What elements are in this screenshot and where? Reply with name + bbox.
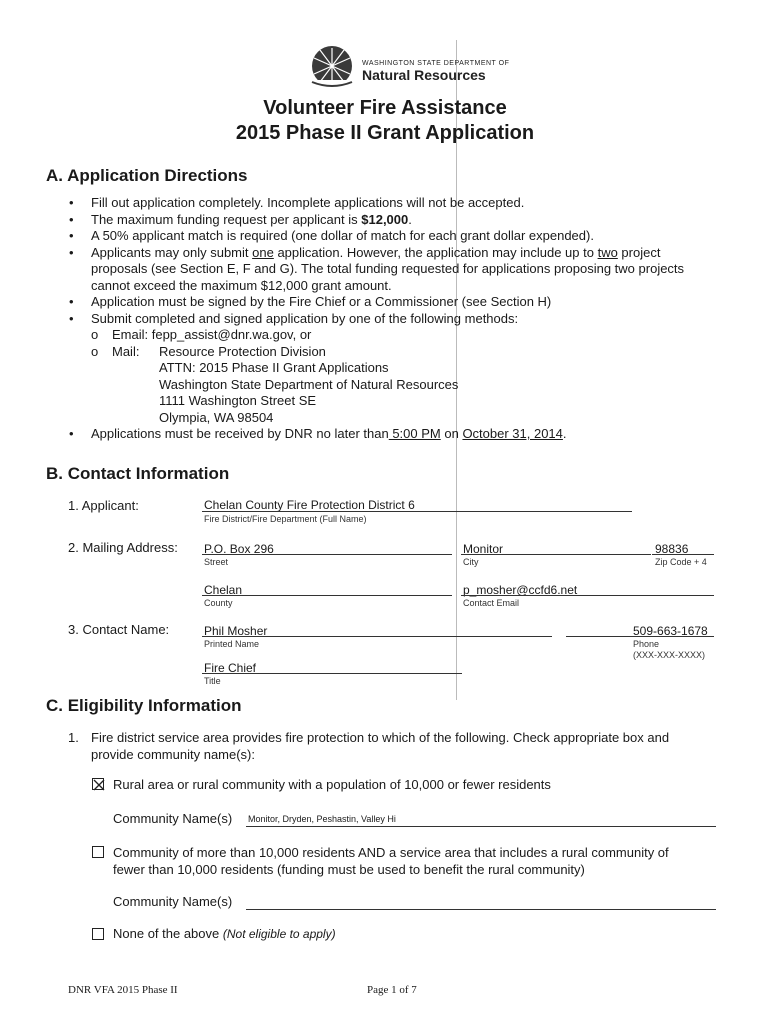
- city-caption: City: [463, 557, 479, 567]
- mail-line: ATTN: 2015 Phase II Grant Applications: [159, 360, 389, 375]
- community-underline-1: [246, 826, 716, 827]
- question-line: Fire district service area provides fire protection to which of the following. Check appropriate box and: [91, 730, 670, 745]
- direction-text: The maximum funding request per applicant is: [91, 211, 362, 227]
- option-line: fewer than 10,000 residents (funding must be used to benefit the rural community): [113, 861, 585, 877]
- question-text: [91, 730, 751, 763]
- city-value[interactable]: Monitor: [463, 542, 504, 556]
- direction-text: Application must be signed by the Fire Chief or a Commissioner (see Section H): [91, 294, 552, 309]
- community-label-1: Community Name(s): [113, 811, 233, 826]
- contact-name-value[interactable]: Phil Mosher: [204, 624, 268, 638]
- agency-name: Natural Resources: [362, 67, 486, 83]
- mail-line: 1111 Washington Street SE: [159, 393, 317, 408]
- county-underline: [202, 595, 452, 596]
- direction-item: • Applicants may only submit one application. However, the application may include up to two project proposals (see Section E, F and G). The total funding requested for applications proposing two projects cannot exceed the maximum $12,000 grant amount.: [69, 244, 685, 293]
- directions-list: [69, 195, 741, 443]
- phone-underline: [566, 636, 714, 637]
- direction-text: application. However, the application may include up to: [273, 244, 598, 260]
- direction-text: Submit completed and signed application by one of the following methods:: [91, 310, 519, 326]
- direction-item: • The maximum funding request per applicant is $12,000.: [69, 211, 412, 227]
- direction-text: .: [562, 426, 567, 441]
- county-value[interactable]: Chelan: [204, 583, 243, 597]
- direction-text: proposals (see Section E, F and G). The total funding requested for applications proposing two projects: [91, 261, 685, 276]
- rural-checkbox[interactable]: [92, 778, 104, 790]
- applicant-caption: Fire District/Fire Department (Full Name): [204, 514, 367, 524]
- applicant-underline: [202, 511, 632, 512]
- street-value[interactable]: P.O. Box 296: [204, 542, 274, 556]
- section-a-heading: A. Application Directions: [46, 166, 248, 185]
- footer-doc-id: DNR VFA 2015 Phase II: [68, 984, 178, 996]
- contact-label: 3. Contact Name:: [68, 622, 170, 637]
- title-underline: [202, 673, 462, 674]
- mail-address: [159, 344, 458, 427]
- mixed-community-option: [113, 845, 753, 878]
- title-caption: Title: [204, 676, 221, 686]
- dnr-tree-icon: [306, 44, 360, 92]
- direction-item: • A 50% applicant match is required (one dollar of match for each grant dollar expended).: [69, 228, 594, 243]
- deadline-time: 5:00 PM: [388, 426, 441, 441]
- section-c-heading: C. Eligibility Information: [46, 696, 242, 715]
- none-option: [113, 926, 336, 943]
- deadline-date: October 31, 2014: [462, 426, 563, 441]
- email-caption: Contact Email: [463, 598, 520, 608]
- phone-value[interactable]: 509-663-1678: [633, 624, 708, 638]
- rural-option-label: Rural area or rural community with a population of 10,000 or fewer residents: [113, 777, 551, 792]
- phone-caption: Phone: [633, 639, 660, 649]
- mail-label: Mail:: [112, 343, 140, 359]
- email-underline: [461, 595, 714, 596]
- submit-mail: o Mail: Resource Protection Division ATTN: 2015 Phase II Grant Applications Washington State Department of Natural Resources 1111 Washington Street SE Olympia, WA 98504: [91, 343, 459, 425]
- street-caption: Street: [204, 557, 229, 567]
- direction-text: project: [617, 244, 661, 260]
- phone-format: (XXX-XXX-XXXX): [633, 650, 706, 660]
- direction-item: • Submit completed and signed application by one of the following methods:: [69, 310, 519, 326]
- mixed-community-checkbox[interactable]: [92, 846, 104, 858]
- direction-text: Applications must be received by DNR no later than: [91, 426, 389, 441]
- direction-text: .: [408, 211, 412, 227]
- direction-emphasis: one: [252, 244, 274, 260]
- none-checkbox[interactable]: [92, 928, 104, 940]
- section-b-heading: B. Contact Information: [46, 464, 230, 483]
- submit-email-text: Email: fepp_assist@dnr.wa.gov, or: [112, 327, 312, 342]
- direction-emphasis: two: [597, 244, 618, 260]
- page-title-line1: Volunteer Fire Assistance: [263, 97, 507, 119]
- community-names-1[interactable]: Monitor, Dryden, Peshastin, Valley Hi: [248, 814, 396, 824]
- city-underline: [461, 554, 651, 555]
- none-option-label: None of the above: [113, 926, 220, 941]
- applicant-value[interactable]: Chelan County Fire Protection District 6: [204, 498, 415, 512]
- agency-small-text: WASHINGTON STATE DEPARTMENT OF: [362, 60, 510, 67]
- option-line: Community of more than 10,000 residents AND a service area that includes a rural community of: [113, 845, 669, 860]
- checked-x-icon: [93, 779, 105, 791]
- direction-text: on: [440, 426, 463, 441]
- mailing-label: 2. Mailing Address:: [68, 540, 178, 555]
- title-value[interactable]: Fire Chief: [204, 661, 257, 675]
- direction-item: • Application must be signed by the Fire Chief or a Commissioner (see Section H): [69, 294, 552, 309]
- contact-name-caption: Printed Name: [204, 639, 260, 649]
- direction-text: Fill out application completely. Incomplete applications will not be accepted.: [91, 195, 525, 210]
- direction-text: cannot exceed the maximum $12,000 grant amount.: [91, 277, 392, 293]
- direction-item: • Applications must be received by DNR no later than 5:00 PM on October 31, 2014.: [69, 426, 567, 441]
- mail-line: Olympia, WA 98504: [159, 409, 274, 425]
- county-caption: County: [204, 598, 233, 608]
- mail-line: Washington State Department of Natural Resources: [159, 376, 459, 392]
- community-label-2: Community Name(s): [113, 894, 233, 909]
- footer-page-number: Page 1 of 7: [367, 984, 417, 996]
- page-title-line2: 2015 Phase II Grant Application: [235, 122, 535, 144]
- question-line: provide community name(s):: [91, 746, 255, 762]
- none-option-note: (Not eligible to apply): [222, 927, 336, 941]
- street-underline: [202, 554, 452, 555]
- email-value[interactable]: p_mosher@ccfd6.net: [463, 583, 578, 597]
- direction-text: A 50% applicant match is required (one dollar of match for each grant dollar expended).: [91, 228, 594, 243]
- zip-caption: Zip Code + 4: [655, 557, 707, 567]
- community-underline-2[interactable]: [246, 909, 716, 910]
- contact-name-underline: [202, 636, 552, 637]
- max-amount: $12,000: [361, 211, 409, 227]
- question-number: 1.: [68, 730, 79, 745]
- zip-value[interactable]: 98836: [655, 542, 689, 556]
- direction-text: Applicants may only submit: [91, 244, 253, 260]
- submit-email: o Email: fepp_assist@dnr.wa.gov, or: [91, 327, 312, 342]
- direction-item: • Fill out application completely. Incomplete applications will not be accepted.: [69, 195, 525, 210]
- zip-underline: [652, 554, 714, 555]
- mail-line: Resource Protection Division: [159, 343, 326, 359]
- applicant-label: 1. Applicant:: [68, 498, 139, 513]
